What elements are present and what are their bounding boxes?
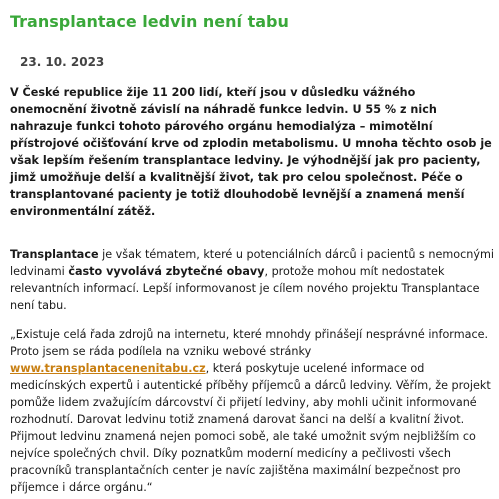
paragraph-text: , protože mohou mít nedostatek relevantních informací. Lepší informovanost je cílem nového projektu Transplantace není tabu. — [10, 265, 480, 312]
article-paragraph-2 — [10, 246, 494, 314]
article-lead: V České republice žije 11 200 lidí, kteří jsou v důsledku vážného onemocnění životně závislí na náhradě funkce ledvin. U 55 % z nich nahrazuje funkci tohoto párového orgánu hemodialýza – mimotělní přístrojové očišťování krve od zplodin metabolismu. U mnoha těchto osob je však lepším řešením transplantace ledviny. Je výhodnější jak pro pacienty, jimž umožňuje delší a kvalitnější život, tak pro celou společnost. Péče o transplantované pacienty je totiž dlouhodobě levnější a znamená menší environmentální zátěž. — [10, 86, 492, 218]
website-link[interactable]: www.transplantacenenitabu.cz — [10, 362, 206, 375]
article-title: Transplantace ledvin není tabu — [10, 12, 289, 31]
article-quote — [10, 326, 494, 496]
quote-text: , která poskytuje ucelené informace od medicínských expertů i autentické příběhy příjemců a dárců ledviny. Věřím, že projekt pomůže lidem zvažujícím dárcovství či přijetí ledviny, aby mohli učinit informované rozhodnutí. Darovat ledvinu totiž znamená darovat šanci na delší a kvalitní život. Přijmout ledvinu znamená nejen pomoci sobě, ale také umožnit svým nejbližším co nejvíce společných chvil. Díky poznatkům moderní medicíny a pečlivosti všech pracovníků transplantačních center je navíc zajištěna maximální bezpečnost pro příjemce i dárce orgánu.“ — [10, 362, 491, 494]
strong-obavy: často vyvolává zbytečné obavy — [68, 265, 265, 278]
article-date: 23. 10. 2023 — [20, 55, 105, 69]
strong-transplantace: Transplantace — [10, 248, 99, 261]
paragraph-text: je však tématem, které u potenciálních dárců i pacientů s nemocnými ledvinami — [10, 248, 495, 278]
quote-text: „Existuje celá řada zdrojů na internetu, které mnohdy přinášejí nesprávné informace. Proto jsem se ráda podílela na vzniku webové stránky — [10, 328, 489, 358]
